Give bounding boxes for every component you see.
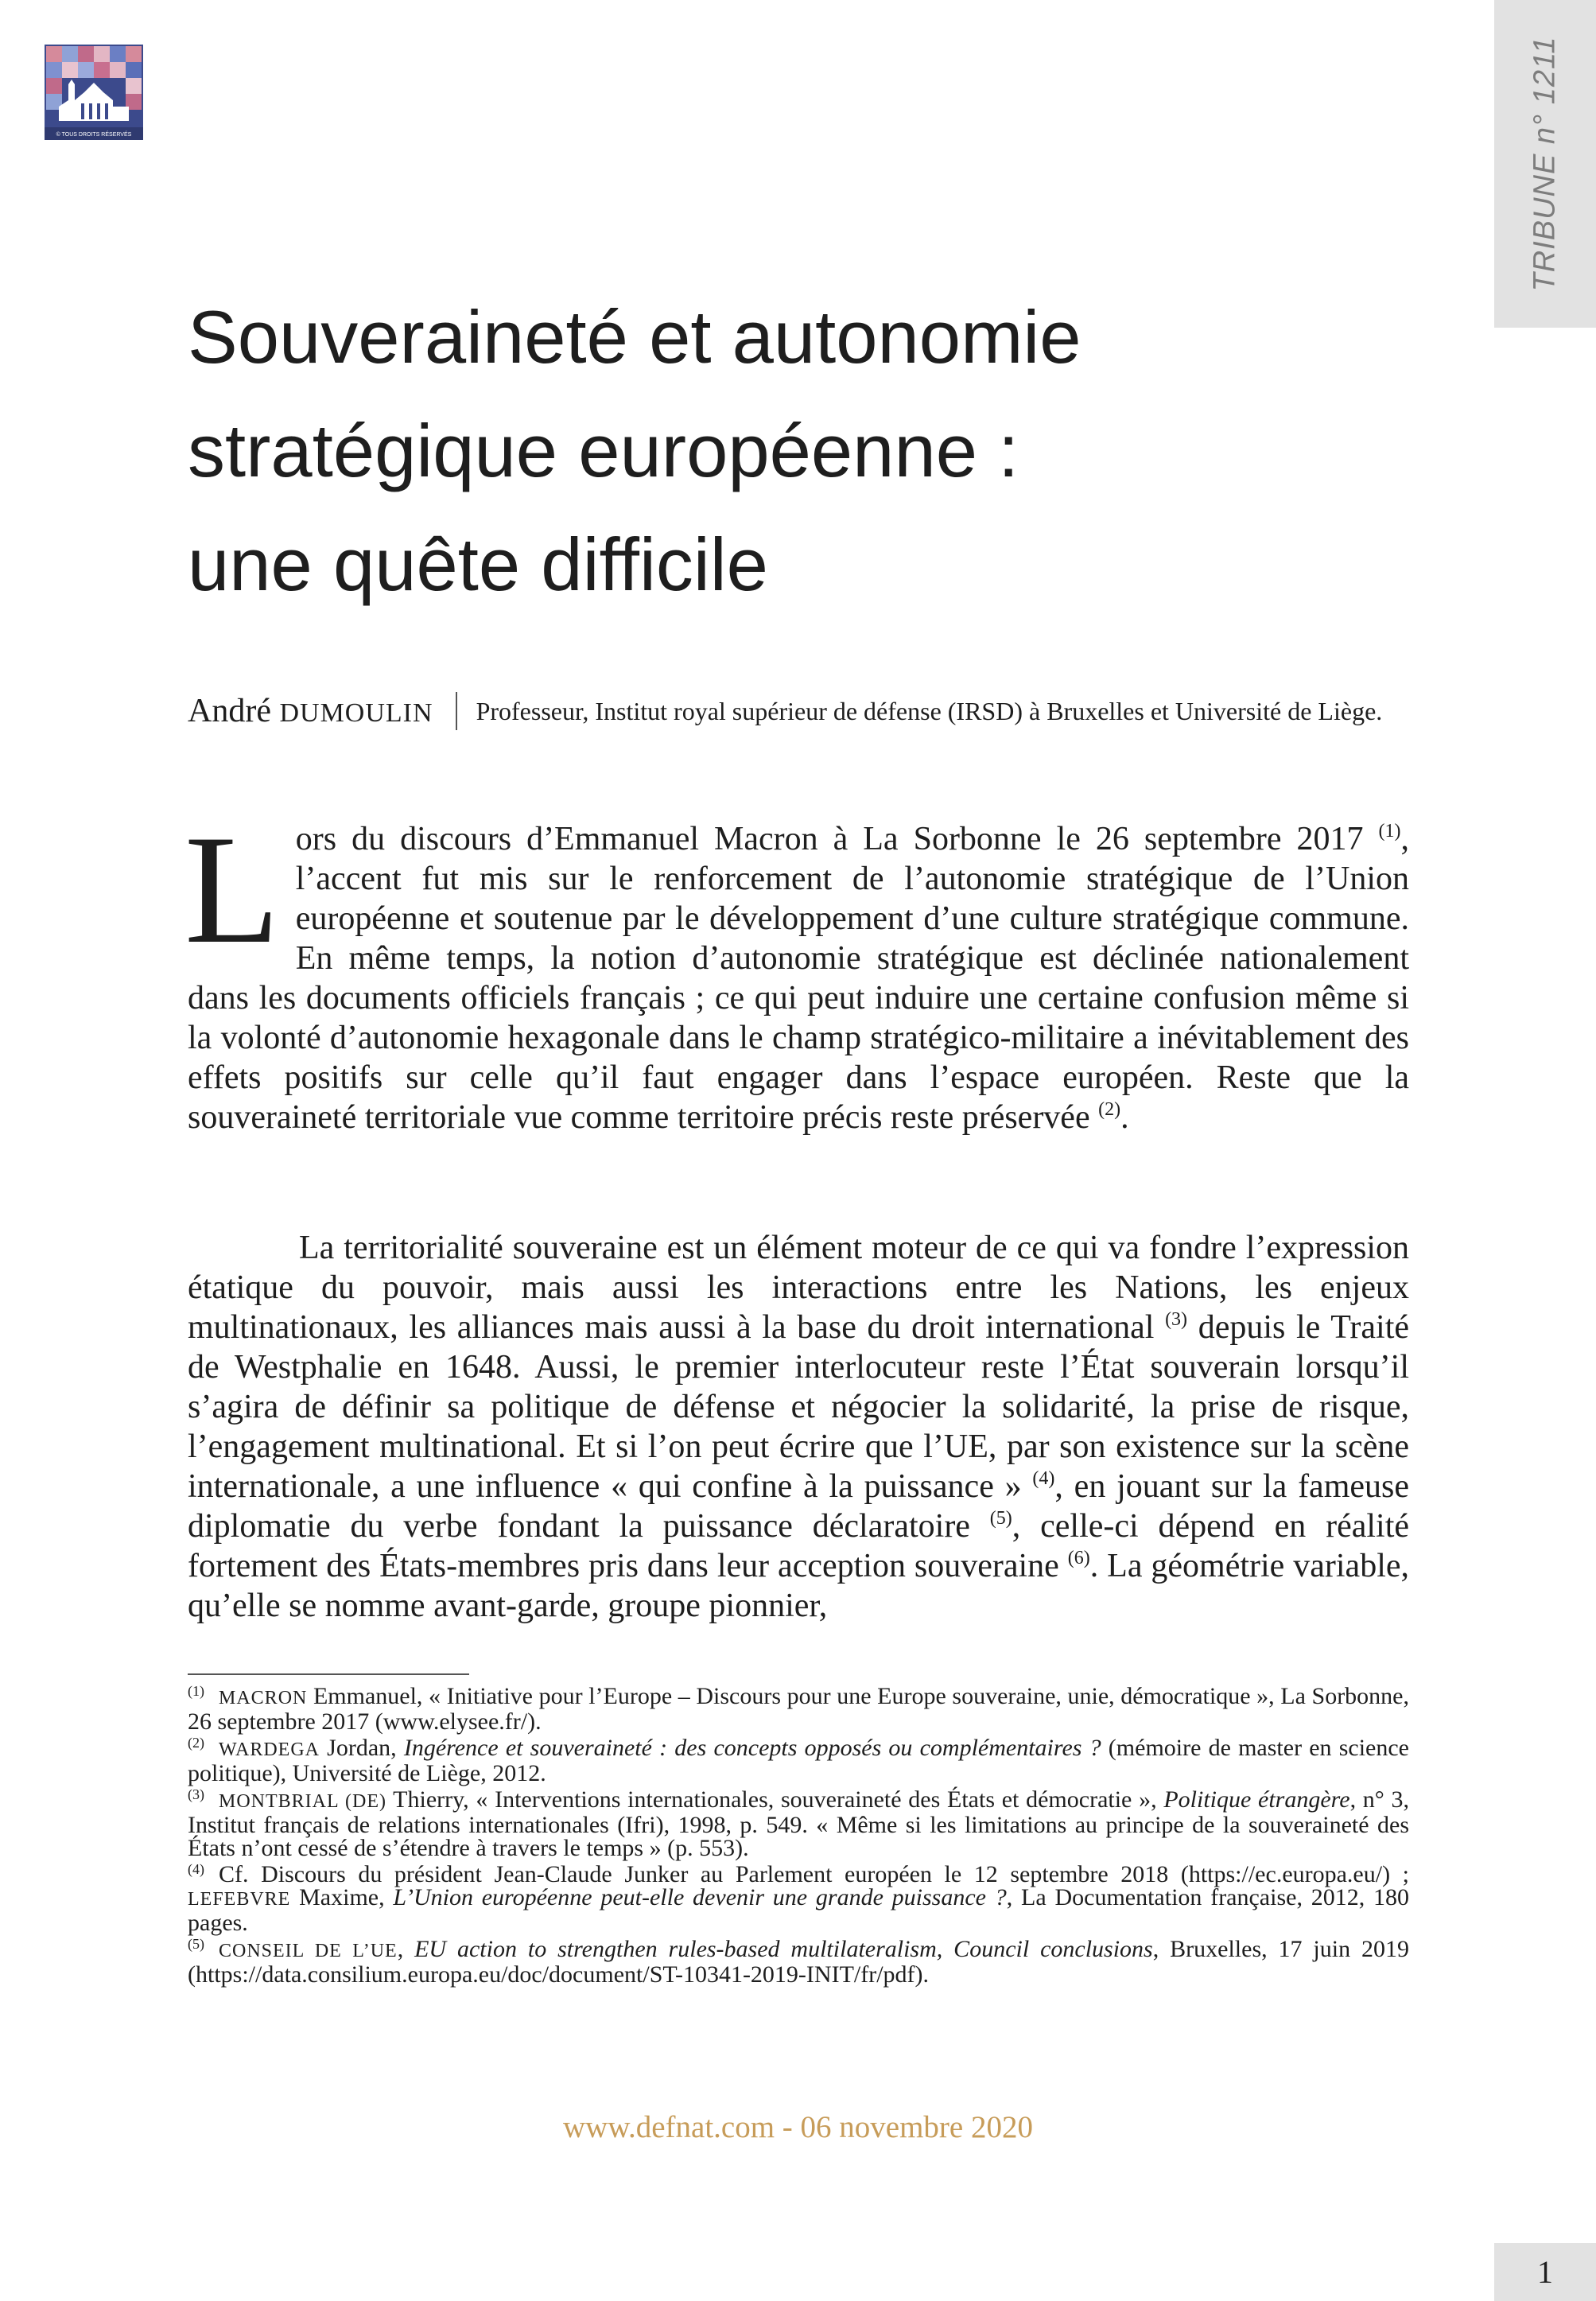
footnote-text: , La Documentation française, 2012, 180 pages. [188, 1884, 1410, 1936]
footnote-ref-4[interactable]: (4) [1032, 1468, 1055, 1489]
footnote-author: CONSEIL DE L’UE [219, 1941, 398, 1961]
footnote-author: MACRON [219, 1688, 308, 1708]
body-paragraph-1 [184, 803, 1409, 1137]
footnote-5 [188, 1938, 1409, 1986]
p1-text-a: ors du discours d’Emmanuel Macron à La Sorbonne le 26 septembre 2017 [295, 821, 1379, 857]
author-affiliation: Professeur, Institut royal supérieur de défense (IRSD) à Bruxelles et Université de Liège. [476, 697, 1383, 725]
footnote-number: (5) [188, 1936, 204, 1952]
footnote-number: (4) [188, 1861, 204, 1877]
footnote-pre: Jordan, [320, 1735, 404, 1761]
logo-text: © TOUS DROITS RÉSERVÉS [56, 132, 132, 138]
drop-cap: L [184, 803, 280, 976]
side-tab [1494, 0, 1596, 328]
publication-logo [45, 45, 143, 140]
p2-text-d: , celle-ci dépend en réalité fortement des États-membres pris dans leur acception souveraine [188, 1508, 1410, 1584]
author-separator [456, 692, 457, 730]
footnote-2 [188, 1736, 1409, 1785]
author-last-name: DUMOULIN [279, 698, 433, 728]
footnote-pre: , [397, 1936, 415, 1962]
footnote-number: (3) [188, 1786, 204, 1802]
title-line-2: stratégique européenne : [188, 409, 1019, 492]
footnote-text: (mémoire de master en science politique), Université de Liège, 2012. [188, 1735, 1409, 1786]
title-line-1: Souveraineté et autonomie [188, 295, 1081, 379]
tribune-label: TRIBUNE n° 1211 [1528, 36, 1562, 292]
author-line [188, 689, 1412, 736]
footnote-number: (2) [188, 1735, 204, 1751]
title-line-3: une quête difficile [188, 523, 768, 606]
footnote-title: Politique étrangère [1163, 1786, 1350, 1813]
p2-text-b: depuis le Traité de Westphalie en 1648. Aussi, le premier interlocuteur reste l’État souverain lorsqu’il s’agira de définir sa politique de défense et négocier la solidarité, la prise de risque, l’engagement multinational. Et si l’on peut écrire que l’UE, par son existence sur la scène internationale, a une influence « qui confine à la puissance » [188, 1309, 1410, 1505]
footnote-ref-5[interactable]: (5) [989, 1508, 1012, 1529]
footnote-4 [188, 1863, 1409, 1934]
footer-website[interactable]: www.defnat.com - 06 novembre 2020 [563, 2110, 1033, 2144]
footnote-number: (1) [188, 1683, 204, 1699]
p1-text-b: , l’accent fut mis sur le renforcement de l’autonomie stratégique de l’Union européenne et soutenue par le développement d’une culture stratégique commune. En même temps, la notion d’autonomie stratégique est déclinée nationalement dans les documents officiels français ; ce qui peut induire une certaine confusion même si la volonté d’autonomie hexagonale dans le champ stratégico-militaire a inévitablement des effets positifs sur celle qu’il faut engager dans l’espace européen. Reste que la souveraineté territoriale vue comme territoire précis reste préservée [188, 821, 1409, 1136]
footnotes [188, 1685, 1409, 1989]
footnote-text: , Bruxelles, 17 juin 2019 (https://data.consilium.europa.eu/doc/document/ST-10341-2019-INIT/fr/pdf). [188, 1936, 1409, 1988]
author-name [188, 689, 433, 736]
footnote-author: MONTBRIAL (DE) [219, 1791, 386, 1812]
author-first-name: André [188, 693, 271, 729]
body-paragraph-2 [188, 1228, 1409, 1626]
logo-emblem-icon [45, 45, 143, 140]
footnote-text: , n° 3, Institut français de relations internationales (Ifri), 1998, p. 549. « Même si les limitations au principe de la souveraineté des États n’ont cessé de s’étendre à travers le temps » (p. 553). [188, 1786, 1410, 1861]
footnote-ref-6[interactable]: (6) [1067, 1548, 1090, 1568]
footnote-1 [188, 1685, 1409, 1733]
footnote-rule [188, 1673, 469, 1675]
footnote-title: EU action to strengthen rules-based multilateralism, Council conclusions [414, 1936, 1153, 1962]
page-number: 1 [1537, 2254, 1553, 2290]
footnote-pre: Cf. Discours du président Jean-Claude Junker au Parlement européen le 12 septembre 2018 (https://ec.europa.eu/) ; [219, 1861, 1409, 1887]
footnote-ref-2[interactable]: (2) [1098, 1099, 1121, 1120]
footnote-pre: Thierry, « Interventions internationales, souveraineté des États et démocratie », [386, 1786, 1164, 1813]
footnote-author: LEFEBVRE [188, 1889, 291, 1910]
footnote-text: Emmanuel, « Initiative pour l’Europe – Discours pour une Europe souveraine, unie, démocratique », La Sorbonne, 26 septembre 2017 (www.elysee.fr/). [188, 1683, 1409, 1735]
p2-text-c: , en jouant sur la fameuse diplomatie du verbe fondant la puissance déclaratoire [188, 1468, 1409, 1545]
footnote-author: WARDEGA [219, 1739, 320, 1760]
footnote-3 [188, 1788, 1409, 1860]
page-title [188, 280, 1365, 621]
footnote-ref-3[interactable]: (3) [1165, 1309, 1188, 1330]
footnote-ref-1[interactable]: (1) [1378, 821, 1401, 841]
p2-text-a: La territorialité souveraine est un élément moteur de ce qui va fondre l’expression étatique du pouvoir, mais aussi les interactions entre les Nations, les enjeux multinationaux, les alliances mais aussi à la base du droit international [188, 1230, 1409, 1346]
p1-text-c: . [1120, 1099, 1129, 1136]
page-number-box [1494, 2243, 1596, 2301]
footnote-mid: Maxime, [290, 1884, 394, 1910]
p2-text-e: . La géométrie variable, qu’elle se nomme avant-garde, groupe pionnier, [188, 1548, 1409, 1624]
footnote-title: L’Union européenne peut-elle devenir une grande puissance ? [393, 1884, 1007, 1910]
footnote-title: Ingérence et souveraineté : des concepts opposés ou complémentaires ? [403, 1735, 1101, 1761]
